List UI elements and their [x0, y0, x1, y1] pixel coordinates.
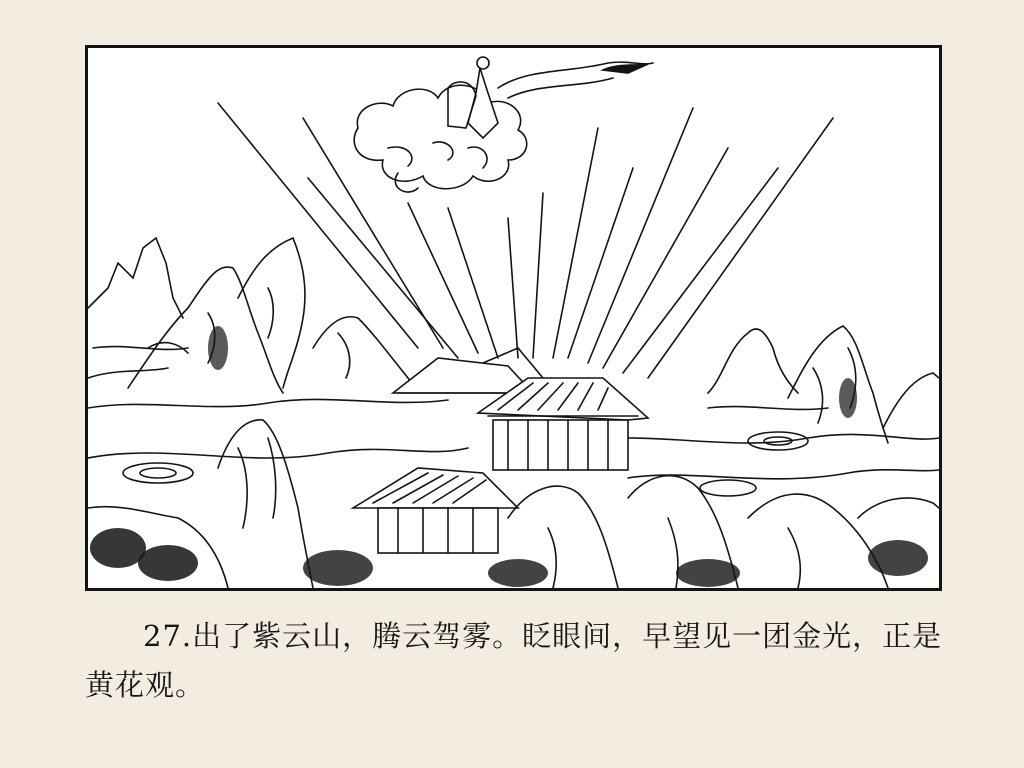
caption-number: 27. [143, 619, 193, 653]
caption-text [85, 612, 947, 710]
illustration-panel [85, 45, 942, 591]
ink-drawing [88, 48, 939, 588]
golden-light-rays [218, 103, 833, 378]
deity-on-cloud [354, 57, 653, 192]
caption-body: 出了紫云山，腾云驾雾。眨眼间，早望见一团金光，正是黄花观。 [85, 619, 943, 702]
left-mountains [88, 238, 418, 393]
right-mountains [708, 326, 939, 443]
